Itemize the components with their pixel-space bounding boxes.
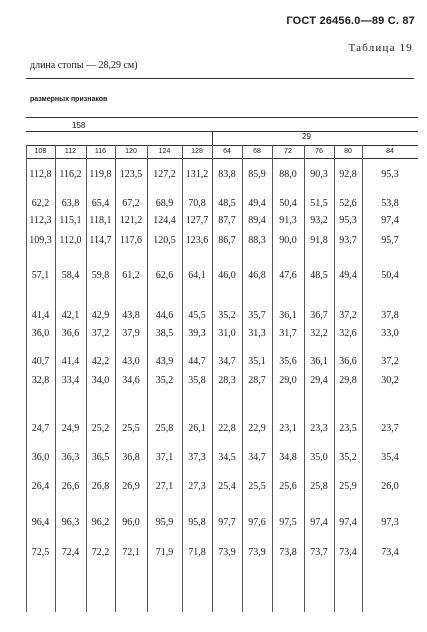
table-cell: 37,2 [339, 310, 357, 321]
table-cell: 37,9 [122, 328, 140, 339]
table-cell: 87,7 [218, 215, 236, 226]
table-cell: 39,3 [188, 328, 206, 339]
table-cell: 34,5 [218, 452, 236, 463]
table-cell: 68,9 [155, 198, 174, 209]
table-cell: 95,3 [339, 215, 357, 226]
table-cell: 44,7 [188, 356, 206, 367]
table-cell: 73,4 [339, 547, 357, 558]
table-cell: 36,7 [310, 310, 328, 321]
table-cell: 25,6 [279, 481, 297, 492]
table-cell: 28,3 [218, 375, 236, 386]
table-cell: 37,2 [91, 328, 110, 339]
table-cell: 32,6 [339, 328, 357, 339]
table-cell: 38,5 [155, 328, 174, 339]
table-cell: 72,2 [91, 547, 110, 558]
table-cell: 70,8 [188, 198, 206, 209]
header-rule-2 [26, 131, 418, 132]
table-cell: 31,3 [248, 328, 266, 339]
table-cell: 26,1 [188, 423, 206, 434]
table-cell: 90,0 [279, 235, 297, 246]
table-cell: 67,2 [122, 198, 140, 209]
table-cell: 123,5 [119, 169, 143, 180]
table-cell: 93,2 [310, 215, 328, 226]
table-cell: 47,6 [279, 270, 297, 281]
table-cell: 31,7 [279, 328, 297, 339]
table-cell: 127,2 [153, 169, 176, 180]
table-cell: 48,5 [218, 198, 236, 209]
table-cell: 35,0 [310, 452, 328, 463]
table-cell: 45,5 [188, 310, 206, 321]
table-cell: 72,4 [61, 547, 80, 558]
table-cell: 49,4 [248, 198, 266, 209]
table-label: Таблица 19 [348, 42, 413, 54]
table-cell: 32,8 [31, 375, 50, 386]
table-cell: 26,8 [91, 481, 110, 492]
table-cell: 26,0 [381, 481, 399, 492]
table-cell: 36,6 [339, 356, 357, 367]
group-divider [212, 131, 213, 145]
table-cell: 29,4 [310, 375, 328, 386]
column-header: 112 [64, 148, 77, 155]
table-cell: 42,1 [61, 310, 80, 321]
table-cell: 112,8 [29, 169, 52, 180]
table-cell: 49,4 [339, 270, 357, 281]
table-cell: 95,8 [188, 517, 206, 528]
table-cell: 46,0 [218, 270, 236, 281]
table-cell: 96,3 [61, 517, 80, 528]
table-cell: 36,8 [122, 452, 140, 463]
table-cell: 53,8 [381, 198, 399, 209]
table-cell: 36,1 [279, 310, 297, 321]
table-cell: 36,3 [61, 452, 80, 463]
table-cell: 62,2 [31, 198, 50, 209]
table-cell: 32,2 [310, 328, 328, 339]
header-rule-1 [26, 117, 418, 118]
table-cell: 25,4 [218, 481, 236, 492]
table-cell: 41,4 [61, 356, 80, 367]
table-cell: 36,0 [31, 452, 50, 463]
table-cell: 31,0 [218, 328, 236, 339]
table-cell: 89,4 [248, 215, 266, 226]
standard-header: ГОСТ 26456.0—89 С. 87 [286, 15, 415, 27]
table-cell: 48,5 [310, 270, 328, 281]
table-cell: 29,8 [339, 375, 357, 386]
table-cell: 95,9 [155, 517, 174, 528]
top-rule [26, 78, 414, 79]
table-cell: 73,4 [381, 547, 399, 558]
table-cell: 25,9 [339, 481, 357, 492]
table-cell: 112,3 [29, 215, 52, 226]
table-cell: 71,9 [155, 547, 174, 558]
table-cell: 26,6 [61, 481, 80, 492]
column-header: 108 [34, 148, 47, 155]
table-cell: 28,7 [248, 375, 266, 386]
table-cell: 96,0 [122, 517, 140, 528]
table-cell: 63,8 [61, 198, 80, 209]
table-cell: 35,6 [279, 356, 297, 367]
table-cell: 34,7 [218, 356, 236, 367]
table-cell: 85,9 [248, 169, 266, 180]
table-cell: 73,7 [310, 547, 328, 558]
table-cell: 97,4 [339, 517, 357, 528]
table-cell: 24,7 [31, 423, 50, 434]
column-header: 84 [386, 148, 394, 155]
column-header: 76 [315, 148, 323, 155]
table-cell: 42,9 [91, 310, 110, 321]
table-cell: 73,9 [218, 547, 236, 558]
table-cell: 35,7 [248, 310, 266, 321]
table-cell: 50,4 [381, 270, 399, 281]
table-cell: 117,6 [119, 235, 143, 246]
table-cell: 93,7 [339, 235, 357, 246]
table-cell: 23,3 [310, 423, 328, 434]
table-cell: 97,5 [279, 517, 297, 528]
table-cell: 112,0 [59, 235, 82, 246]
table-cell: 22,8 [218, 423, 236, 434]
table-cell: 86,7 [218, 235, 236, 246]
table-cell: 83,8 [218, 169, 236, 180]
table-cell: 35,1 [248, 356, 266, 367]
column-header: 68 [253, 148, 261, 155]
column-header: 120 [125, 148, 137, 155]
table-cell: 109,3 [29, 235, 52, 246]
table-cell: 23,1 [279, 423, 297, 434]
table-cell: 23,5 [339, 423, 357, 434]
table-cell: 36,0 [31, 328, 50, 339]
table-cell: 51,5 [310, 198, 328, 209]
table-cell: 25,2 [91, 423, 110, 434]
table-cell: 59,8 [91, 270, 110, 281]
table-cell: 64,1 [188, 270, 206, 281]
table-cell: 27,1 [155, 481, 174, 492]
table-cell: 34,8 [279, 452, 297, 463]
table-cell: 88,3 [248, 235, 266, 246]
table-cell: 41,4 [31, 310, 50, 321]
table-cell: 26,4 [31, 481, 50, 492]
table-cell: 97,3 [381, 517, 399, 528]
table-cell: 29,0 [279, 375, 297, 386]
column-header: 80 [344, 148, 352, 155]
table-cell: 91,3 [279, 215, 297, 226]
table-cell: 124,4 [153, 215, 176, 226]
column-header: 128 [191, 148, 203, 155]
group-header-left: 158 [72, 121, 86, 130]
foot-length-note: длина стопы — 28,29 см) [30, 60, 138, 71]
table-cell: 35,8 [188, 375, 206, 386]
table-cell: 121,2 [119, 215, 143, 226]
table-cell: 127,7 [185, 215, 209, 226]
table-cell: 116,2 [59, 169, 82, 180]
table-cell: 25,5 [248, 481, 266, 492]
table-cell: 96,4 [31, 517, 50, 528]
table-cell: 72,1 [122, 547, 140, 558]
table-cell: 25,5 [122, 423, 140, 434]
table-cell: 61,2 [122, 270, 140, 281]
table-cell: 62,6 [155, 270, 174, 281]
table-cell: 57,1 [31, 270, 50, 281]
table-cell: 123,6 [185, 235, 209, 246]
table-cell: 42,2 [91, 356, 110, 367]
table-cell: 24,9 [61, 423, 80, 434]
table-cell: 52,6 [339, 198, 357, 209]
table-cell: 40,7 [31, 356, 50, 367]
table-cell: 35,2 [155, 375, 174, 386]
header-rule-3 [26, 145, 418, 146]
table-cell: 34,6 [122, 375, 140, 386]
header-rule-4 [26, 158, 418, 159]
table-cell: 118,1 [89, 215, 112, 226]
group-header-right: 29 [302, 132, 311, 141]
table-cell: 36,5 [91, 452, 110, 463]
table-cell: 35,2 [339, 452, 357, 463]
table-cell: 36,1 [310, 356, 328, 367]
table-cell: 97,7 [218, 517, 236, 528]
table-cell: 95,3 [381, 169, 399, 180]
table-cell: 92,8 [339, 169, 357, 180]
table-cell: 73,9 [248, 547, 266, 558]
table-cell: 120,5 [153, 235, 176, 246]
table-cell: 43,8 [122, 310, 140, 321]
table-cell: 73,8 [279, 547, 297, 558]
table-cell: 34,0 [91, 375, 110, 386]
table-cell: 46,8 [248, 270, 266, 281]
table-cell: 95,7 [381, 235, 399, 246]
table-cell: 27,3 [188, 481, 206, 492]
column-header: 116 [94, 148, 107, 155]
table-cell: 34,7 [248, 452, 266, 463]
table-cell: 35,4 [381, 452, 399, 463]
table-cell: 72,5 [31, 547, 50, 558]
table-cell: 37,8 [381, 310, 399, 321]
table-cell: 71,8 [188, 547, 206, 558]
table-cell: 33,0 [381, 328, 399, 339]
table-cell: 36,6 [61, 328, 80, 339]
table-cell: 96,2 [91, 517, 110, 528]
table-cell: 115,1 [59, 215, 82, 226]
table-cell: 97,6 [248, 517, 266, 528]
table-cell: 25,8 [310, 481, 328, 492]
table-cell: 35,2 [218, 310, 236, 321]
table-cell: 91,8 [310, 235, 328, 246]
table-cell: 97,4 [381, 215, 399, 226]
table-cell: 90,3 [310, 169, 328, 180]
table-cell: 88,0 [279, 169, 297, 180]
table-cell: 119,8 [89, 169, 112, 180]
table-cell: 33,4 [61, 375, 80, 386]
table-cell: 30,2 [381, 375, 399, 386]
table-cell: 37,3 [188, 452, 206, 463]
table-cell: 37,1 [155, 452, 174, 463]
table-cell: 43,0 [122, 356, 140, 367]
table-cell: 131,2 [185, 169, 209, 180]
table-cell: 97,4 [310, 517, 328, 528]
table-cell: 25,8 [155, 423, 174, 434]
table-cell: 114,7 [89, 235, 112, 246]
size-features-label: размерных признаков [30, 96, 108, 103]
column-header: 72 [284, 148, 292, 155]
table-cell: 50,4 [279, 198, 297, 209]
table-cell: 22,9 [248, 423, 266, 434]
column-header: 64 [223, 148, 231, 155]
column-header: 124 [158, 148, 171, 155]
table-cell: 44,6 [155, 310, 174, 321]
table-cell: 58,4 [61, 270, 80, 281]
table-cell: 37,2 [381, 356, 399, 367]
table-cell: 43,9 [155, 356, 174, 367]
table-cell: 23,7 [381, 423, 399, 434]
table-cell: 65,4 [91, 198, 110, 209]
table-cell: 26,9 [122, 481, 140, 492]
